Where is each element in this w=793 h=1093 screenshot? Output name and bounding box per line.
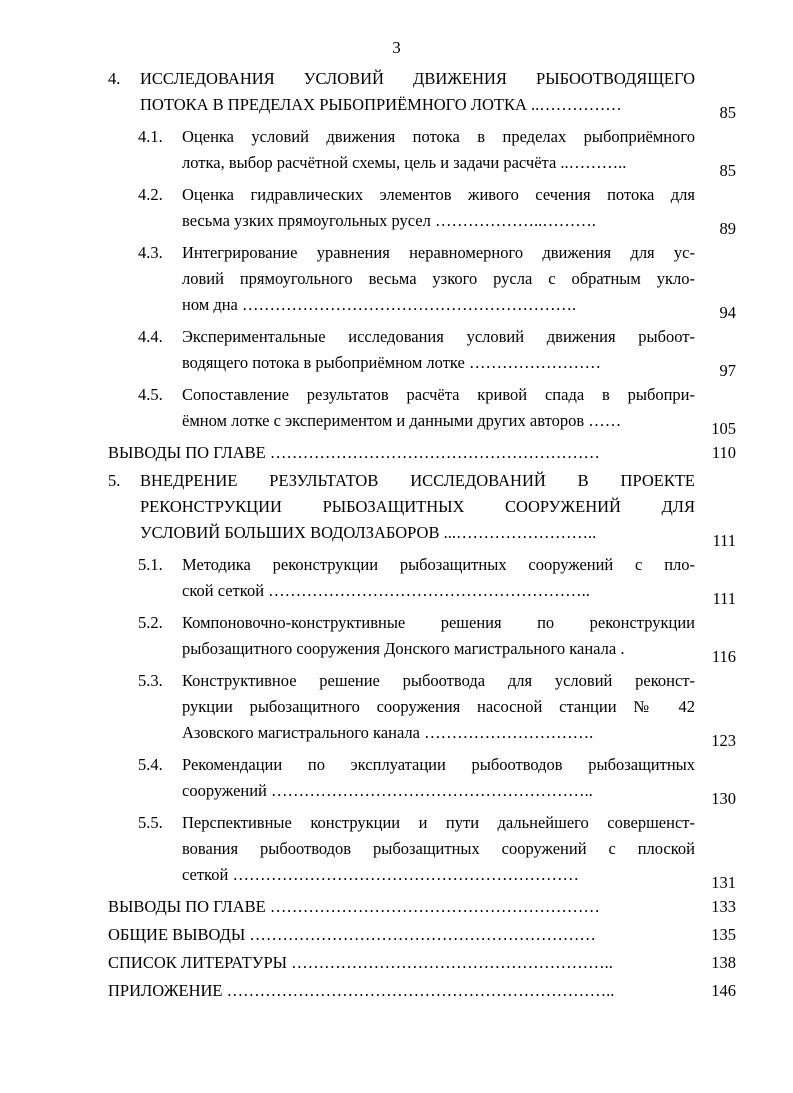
chapter-4-title-line: ИССЛЕДОВАНИЯ УСЛОВИЙ ДВИЖЕНИЯ РЫБООТВОДЯЩЕГО [140,69,695,88]
chapter-5-conclusions-page: 133 [711,897,736,916]
chapter-4-title-line: ПОТОКА В ПРЕДЕЛАХ РЫБОПРИЁМНОГО ЛОТКА ..…………… [140,95,622,114]
section-5-1-title-line: ской сеткой ………………………………………………….. [182,581,590,600]
section-4-2-page: 89 [719,219,736,238]
section-5-5-title-line: вования рыбоотводов рыбозащитных сооружений с плоской [182,839,695,858]
section-5-1-number: 5.1. [138,555,163,574]
references-label: СПИСОК ЛИТЕРАТУРЫ ………………………………………………….. [108,953,613,972]
section-4-3-number: 4.3. [138,243,163,262]
section-5-2-title-line: Компоновочно-конструктивные решения по реконструкции [182,613,695,632]
chapter-5-page: 111 [712,531,736,550]
section-5-5-title-line: сеткой ……………………………………………………… [182,865,579,884]
section-5-2-title-line: рыбозащитного сооружения Донского магистрального канала . [182,639,625,658]
section-5-5-page: 131 [711,873,736,892]
section-4-5-number: 4.5. [138,385,163,404]
chapter-5-title-line: УСЛОВИЙ БОЛЬШИХ ВОДОЛЗАБОРОВ ...…………………….. [140,523,597,542]
page-number: 3 [392,38,401,57]
chapter-4-number: 4. [108,69,121,88]
section-4-1-page: 85 [719,161,736,180]
section-5-2-number: 5.2. [138,613,163,632]
section-4-4-title-line: водящего потока в рыбоприёмном лотке …………………… [182,353,601,372]
section-4-5-page: 105 [711,419,736,438]
references-page: 138 [711,953,736,972]
section-4-4-number: 4.4. [138,327,163,346]
section-4-1-title-line: Оценка условий движения потока в пределах рыбоприёмного [182,127,695,146]
section-4-4-title-line: Экспериментальные исследования условий движения рыбоот- [182,327,695,346]
appendix-page: 146 [711,981,736,1000]
chapter-4-conclusions-page: 110 [711,443,736,462]
section-5-1-title-line: Методика реконструкции рыбозащитных сооружений с пло- [182,555,695,574]
section-4-2-title-line: весьма узких прямоугольных русел ………………..………. [182,211,596,230]
section-4-2-title-line: Оценка гидравлических элементов живого сечения потока для [182,185,695,204]
section-4-5-title-line: Сопоставление результатов расчёта кривой спада в рыбопри- [182,385,695,404]
section-4-2-number: 4.2. [138,185,163,204]
section-5-3-title-line: Конструктивное решение рыбоотвода для условий реконст- [182,671,695,690]
section-5-5-number: 5.5. [138,813,163,832]
chapter-5-title-line: ВНЕДРЕНИЕ РЕЗУЛЬТАТОВ ИССЛЕДОВАНИЙ В ПРОЕКТЕ [140,471,695,490]
section-5-3-number: 5.3. [138,671,163,690]
chapter-5-title-line: РЕКОНСТРУКЦИИ РЫБОЗАЩИТНЫХ СООРУЖЕНИЙ ДЛЯ [140,497,695,516]
section-5-4-title-line: сооружений ………………………………………………….. [182,781,593,800]
section-4-3-title-line: ном дна ……………………………………………………. [182,295,577,314]
section-4-1-title-line: лотка, выбор расчётной схемы, цель и задачи расчёта ..……….. [182,153,627,172]
section-4-3-title-line: Интегрирование уравнения неравномерного движения для ус- [182,243,695,262]
chapter-5-conclusions-label: ВЫВОДЫ ПО ГЛАВЕ …………………………………………………… [108,897,600,916]
section-5-1-page: 111 [712,589,736,608]
section-5-3-page: 123 [711,731,736,750]
section-5-3-title-line: рукции рыбозащитного сооружения насосной станции № 42 [182,697,695,716]
section-5-4-number: 5.4. [138,755,163,774]
section-4-3-page: 94 [719,303,736,322]
chapter-4-page: 85 [719,103,736,122]
chapter-4-conclusions-label: ВЫВОДЫ ПО ГЛАВЕ …………………………………………………… [108,443,600,462]
section-4-5-title-line: ёмном лотке с экспериментом и данными других авторов …… [182,411,622,430]
general-conclusions-label: ОБЩИЕ ВЫВОДЫ ……………………………………………………… [108,925,596,944]
section-5-5-title-line: Перспективные конструкции и пути дальнейшего совершенст- [182,813,695,832]
section-5-3-title-line: Азовского магистрального канала …………………………. [182,723,594,742]
section-4-3-title-line: ловий прямоугольного весьма узкого русла с обратным укло- [182,269,695,288]
appendix-label: ПРИЛОЖЕНИЕ …………………………………………………………….. [108,981,615,1000]
section-5-4-title-line: Рекомендации по эксплуатации рыбоотводов рыбозащитных [182,755,695,774]
section-4-1-number: 4.1. [138,127,163,146]
section-5-2-page: 116 [711,647,736,666]
section-5-4-page: 130 [711,789,736,808]
chapter-5-number: 5. [108,471,121,490]
section-4-4-page: 97 [719,361,736,380]
general-conclusions-page: 135 [711,925,736,944]
